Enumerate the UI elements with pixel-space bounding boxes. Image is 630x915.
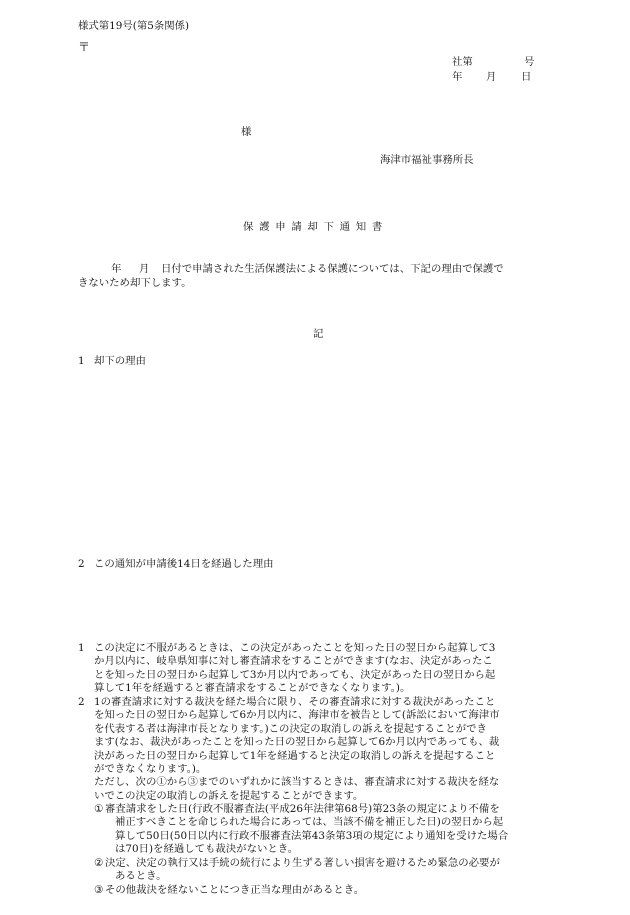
note-1-line: この決定に不服があるときは、この決定があったことを知った日の翌日から起算して3 (94, 642, 496, 654)
note-2-number: 2 (78, 696, 85, 708)
note-1-line: 算して1年を経過すると審査請求をすることができなくなります。)。 (94, 682, 411, 695)
intro-line-1: 日付で申請された生活保護法による保護については、下記の理由で保護で (161, 263, 504, 275)
addressee-suffix: 様 (241, 126, 252, 138)
note-1-line: とを知った日の翌日から起算して3か月以内であっても、決定があった日の翌日から起 (94, 668, 496, 681)
document-title: 保護申請却下通知書 (243, 221, 388, 233)
note-1-line: か月以内に、岐阜県知事に対し審査請求をすることができます(なお、決定があったこ (94, 655, 493, 668)
item-2-marker: ② (94, 857, 104, 869)
note-2-line: いでこの決定の取消しの訴えを提起することができます。 (94, 789, 364, 802)
item-2-line: 決定、決定の執行又は手続の続行により生ずる著しい損害を避けるため緊急の必要が (105, 857, 500, 869)
item-3-marker: ③ (94, 884, 104, 896)
issuer: 海津市福祉事務所長 (380, 154, 474, 166)
section-1-number: 1 (78, 355, 85, 367)
note-2-line: ただし、次の①から③までのいずれかに該当するときは、審査請求に対する裁決を経な (94, 776, 500, 789)
item-2-line: あるとき。 (115, 870, 167, 883)
item-1-marker: ① (94, 803, 104, 815)
reference-suffix: 号 (524, 56, 535, 68)
note-2-line: を知った日の翌日から起算して6か月以内に、海津市を被告として(訴訟において海津市 (94, 709, 500, 722)
date-month: 月 (486, 71, 497, 83)
item-1-line: 算して50日(50日以内に行政不服審査法第43条第3項の規定により通知を受けた場合 (115, 829, 509, 842)
item-1-line: は70日)を経過しても裁決がないとき。 (115, 843, 299, 856)
section-1-label: 却下の理由 (94, 355, 146, 367)
reference-prefix: 社第 (452, 56, 473, 68)
postal-mark: 〒 (78, 40, 91, 54)
note-2-line: を代表する者は海津市長となります。)この決定の取消しの訴えを提起することができ (94, 722, 487, 735)
ki-heading: 記 (313, 328, 324, 340)
form-label: 様式第19号(第5条関係) (78, 20, 190, 32)
intro-year: 年 (111, 263, 122, 275)
item-1-line: 審査請求をした日(行政不服審査法(平成26年法律第68号)第23条の規定により不備を (105, 803, 500, 815)
note-2-line: ます(なお、裁決があったことを知った日の翌日から起算して6か月以内であっても、裁 (94, 736, 500, 749)
date-year: 年 (452, 71, 463, 83)
item-3-line: その他裁決を経ないことにつき正当な理由があるとき。 (105, 884, 365, 896)
section-2-label: この通知が申請後14日を経過した理由 (94, 558, 274, 570)
section-2-number: 2 (78, 558, 85, 570)
note-2-line: ができなくなります。)。 (94, 763, 207, 775)
intro-line-2: きないため却下します。 (78, 277, 192, 289)
intro-month: 月 (139, 263, 150, 275)
date-day: 日 (521, 71, 532, 83)
note-1-number: 1 (78, 642, 85, 654)
note-2-line: 1の審査請求に対する裁決を経た場合に限り、その審査請求に対する裁決があったこと (94, 696, 496, 708)
item-1-line: 補正すべきことを命じられた場合にあっては、当該不備を補正した日)の翌日から起 (115, 816, 504, 829)
note-2-line: 決があった日の翌日から起算して1年を経過すると決定の取消しの訴えを提起すること (94, 749, 496, 762)
